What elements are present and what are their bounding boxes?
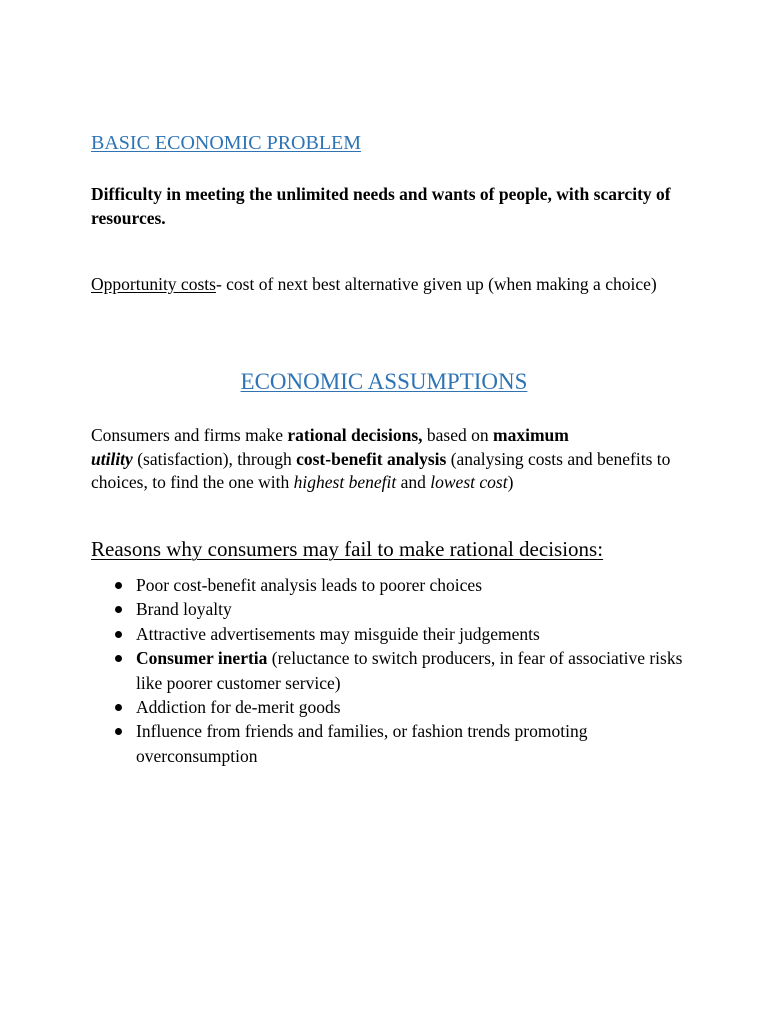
reason-text: Attractive advertisements may misguide their judgements [136, 623, 540, 644]
heading-economic-assumptions-text[interactable]: ECONOMIC ASSUMPTIONS [240, 369, 528, 394]
list-item [91, 597, 691, 621]
lowest-cost-term: lowest cost [430, 472, 508, 492]
opportunity-costs-paragraph [91, 273, 691, 297]
reason-text: Influence from friends and families, or fashion trends promoting overconsumption [136, 721, 588, 766]
heading-basic-economic-problem[interactable]: BASIC ECONOMIC PROBLEM [91, 132, 362, 154]
reason-text: (reluctance to switch producers, in fear of associative risks like poorer customer service) [136, 648, 683, 693]
utility-term: utility [91, 448, 133, 469]
maximum-term: maximum [493, 425, 569, 445]
bullet-icon [115, 582, 122, 589]
reason-text: Poor cost-benefit analysis leads to poorer choices [136, 575, 483, 595]
list-item [91, 695, 691, 719]
reasons-heading: Reasons why consumers may fail to make rational decisions: [91, 537, 604, 561]
bullet-icon [115, 606, 122, 613]
cost-benefit-term: cost-benefit analysis [296, 448, 447, 469]
bullet-icon [115, 655, 122, 662]
opportunity-costs-term: Opportunity costs [91, 274, 216, 294]
assumptions-text-6: ) [507, 472, 514, 492]
list-item [91, 622, 691, 646]
highest-benefit-term: highest benefit [293, 472, 397, 492]
rational-decisions-term: rational decisions, [287, 425, 423, 445]
consumer-inertia-term: Consumer inertia [136, 648, 268, 669]
bullet-icon [115, 631, 122, 638]
reason-text: Brand loyalty [136, 599, 232, 620]
assumptions-text-4: (analysing costs and benefits to choices, to find the one with [91, 448, 671, 492]
list-item [91, 719, 691, 768]
heading-economic-assumptions[interactable] [0, 367, 768, 397]
definition-difficulty: Difficulty in meeting the unlimited needs and wants of people, with scarcity of resources. [91, 184, 671, 228]
assumptions-text-1: Consumers and firms make [91, 425, 288, 445]
assumptions-text-3: (satisfaction), through [132, 448, 297, 469]
reason-text: Addiction for de-merit goods [136, 697, 341, 718]
bullet-icon [115, 728, 122, 735]
bullet-icon [115, 704, 122, 711]
opportunity-costs-text: - cost of next best alternative given up (when making a choice) [215, 274, 657, 294]
list-item [91, 646, 691, 695]
assumptions-paragraph [91, 424, 691, 495]
list-item [91, 573, 691, 597]
assumptions-text-2: based on [422, 425, 493, 445]
assumptions-text-5: and [396, 472, 431, 492]
reasons-list [91, 573, 691, 768]
